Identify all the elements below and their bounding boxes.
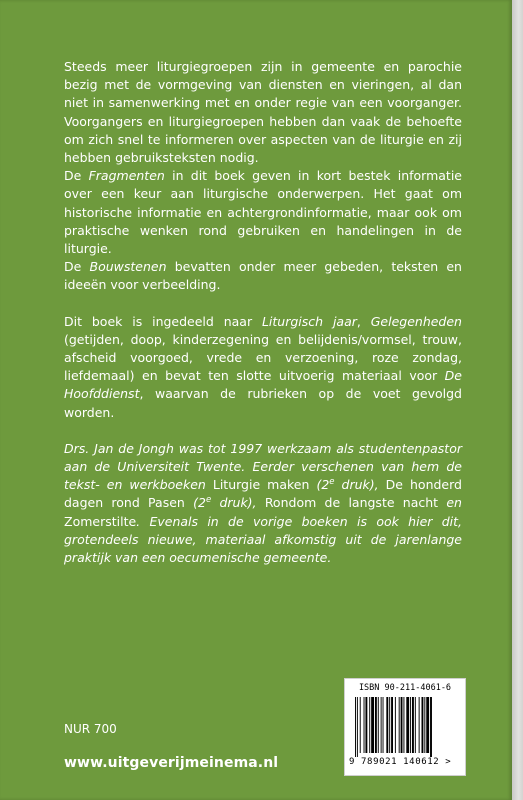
text-run: in dit boek geven in kort bestek informatie over een keur aan liturgische onderwerpen. Het gaat om historische informatie en achtergrondinformatie, maar ook om praktische wenken rond gebruiken en handelingen in de liturgie. — [64, 168, 462, 257]
book-title: De honderd dagen rond Pasen — [64, 477, 462, 511]
paragraph-structure — [64, 313, 462, 422]
bouwstenen-term: Bouwstenen — [89, 259, 167, 275]
book-title: Rondom de langste nacht — [264, 495, 439, 511]
spacer — [64, 422, 462, 440]
liturgisch-jaar-term: Liturgisch jaar — [261, 313, 357, 329]
barcode-label — [344, 678, 466, 776]
text-run: druk), — [334, 477, 386, 493]
paragraph-intro — [64, 58, 462, 295]
publisher-website-link[interactable]: www.uitgeverijmeinema.nl — [64, 755, 279, 771]
text-run: (2 — [184, 495, 206, 511]
text-run: De — [64, 259, 90, 275]
hoofddienst-term: De Hoofddienst — [64, 368, 462, 402]
ean-number: 9 789021 140612 > — [349, 757, 452, 767]
text-run: De — [64, 168, 89, 184]
text-run: (2 — [309, 477, 330, 493]
text-run: Drs. Jan de Jongh was tot 1997 werkzaam als studentenpastor aan de Universiteit Twente. Eerder verschenen van hem de tekst- en werkboeken — [64, 440, 462, 493]
gelegenheden-term: Gelegenheden — [370, 313, 462, 329]
book-title: Liturgie maken — [212, 477, 310, 493]
text-run: en — [438, 495, 462, 511]
text-run: , — [356, 313, 371, 329]
text-run: druk), — [211, 495, 265, 511]
page-edge — [512, 0, 523, 800]
superscript: e — [205, 495, 212, 506]
book-title: Zomerstilte — [64, 513, 137, 529]
text-run: (getijden, doop, kinderzegening en belijdenis/vormsel, trouw, afscheid voorgoed, vrede en verzoening, roze zondag, liefdemaal) en bevat ten slotte uitvoerig materiaal voor — [64, 331, 462, 384]
nur-code: NUR 700 — [64, 722, 117, 736]
text-run: bevatten onder meer gebeden, teksten en ideeën voor verbeelding. — [64, 259, 462, 293]
isbn-number: ISBN 90-211-4061-6 — [358, 683, 452, 693]
text-run: Dit boek is ingedeeld naar — [64, 313, 262, 329]
text-run: , waarvan de rubrieken op de voet gevolgd worden. — [64, 386, 462, 420]
text-run: . Evenals in de vorige boeken is ook hier dit, grotendeels nieuwe, materiaal afkomstig uit de jarenlange praktijk van een oecumenische gemeente. — [64, 513, 462, 566]
spacer — [64, 295, 462, 313]
blurb-text — [64, 58, 462, 567]
author-bio — [64, 440, 462, 567]
superscript: e — [329, 477, 335, 488]
barcode-icon — [355, 697, 457, 757]
intro-sentence: Steeds meer liturgiegroepen zijn in gemeente en parochie bezig met de vormgeving van diensten en vieringen, al dan niet in samenwerking met en onder regie van een voorganger. Voorgangers en liturgiegroepen hebben dan vaak de behoefte om zich snel te informeren over aspecten van de liturgie en zij hebben gebruiksteksten nodig. — [64, 59, 462, 166]
fragmenten-term: Fragmenten — [88, 168, 165, 184]
